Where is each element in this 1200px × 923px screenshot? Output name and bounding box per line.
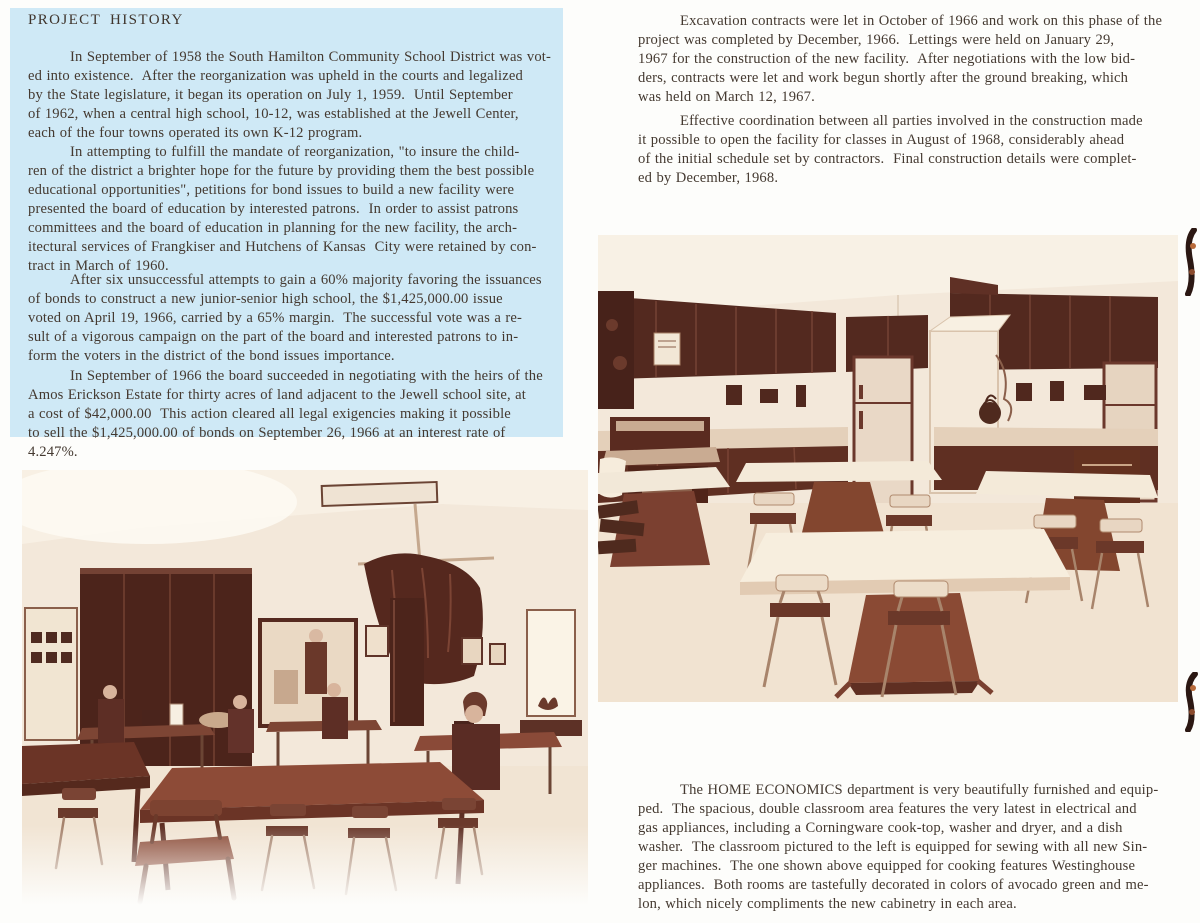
binding-clip-bottom [1184, 672, 1200, 732]
text-line: ped. The spacious, double classroom area features the very latest in electrical and [638, 801, 1137, 817]
text-line: committees and the board of education in planning for the new facility, the arch- [28, 220, 518, 236]
paragraph-excavation [638, 12, 1194, 107]
left-door [25, 608, 77, 740]
paragraph-district-history [28, 48, 563, 143]
paragraph-bond-vote [28, 271, 563, 366]
text-line: Effective coordination between all parties involved in the construction made [680, 113, 1143, 129]
text-line: ed by December, 1968. [638, 170, 779, 186]
text-line: was held on March 12, 1967. [638, 89, 815, 105]
text-line: voted on April 19, 1966, carried by a 65% margin. The successful vote was a re- [28, 310, 523, 326]
text-line: 4.247%. [28, 444, 78, 460]
sewing-classroom-illustration [22, 470, 588, 905]
paragraph-land-purchase [28, 367, 563, 462]
text-line: ders, contracts were let and work begun shortly after the ground breaking, which [638, 70, 1129, 86]
text-line: form the voters in the district of the bond issues importance. [28, 348, 395, 364]
text-line: of the initial schedule set by contractors. Final construction details were complet- [638, 151, 1137, 167]
binding-clip-top [1184, 228, 1200, 296]
cooking-classroom-illustration [598, 235, 1178, 702]
page-title: PROJECT HISTORY [28, 12, 184, 28]
text-line: washer. The classroom pictured to the left is equipped for sewing with all new Sin- [638, 839, 1148, 855]
text-line: tract in March of 1960. [28, 258, 169, 274]
text-line: appliances. Both rooms are tastefully decorated in colors of avocado green and me- [638, 877, 1149, 893]
text-line: ren of the district a brighter hope for the future by providing them the best possible [28, 163, 535, 179]
text-line: Excavation contracts were let in October of 1966 and work on this phase of the [680, 13, 1163, 29]
text-line: ed into existence. After the reorganization was upheld in the courts and legalized [28, 68, 523, 84]
paragraph-bond-petitions [28, 143, 563, 276]
sewing-classroom-photo [22, 470, 588, 905]
text-line: of bonds to construct a new junior-senior high school, the $1,425,000.00 issue [28, 291, 503, 307]
text-line: In September of 1958 the South Hamilton Community School District was vot- [70, 49, 552, 65]
text-line: to sell the $1,425,000.00 of bonds on September 26, 1966 at an interest rate of [28, 425, 506, 441]
text-line: a cost of $42,000.00 This action cleared all legal exigencies making it possible [28, 406, 511, 422]
text-line: 1967 for the construction of the new facility. After negotiations with the low bid- [638, 51, 1136, 67]
text-line: ger machines. The one shown above equipped for cooking features Westinghouse [638, 858, 1136, 874]
text-line: In September of 1966 the board succeeded in negotiating with the heirs of the [70, 368, 543, 384]
text-line: lon, which nicely compliments the new cabinetry in each area. [638, 896, 1017, 912]
text-line: In attempting to fulfill the mandate of reorganization, "to insure the child- [70, 144, 520, 160]
text-line: itectural services of Frangkiser and Hutchens of Kansas City were retained by con- [28, 239, 537, 255]
text-line: project was completed by December, 1966. Lettings were held on January 29, [638, 32, 1115, 48]
text-line: Amos Erickson Estate for thirty acres of land adjacent to the Jewell school site, at [28, 387, 526, 403]
text-line: educational opportunities", petitions for bond issues to build a new facility were [28, 182, 515, 198]
text-line: After six unsuccessful attempts to gain a 60% majority favoring the issuances [70, 272, 542, 288]
text-line: it possible to open the facility for classes in August of 1968, considerably ahead [638, 132, 1125, 148]
photo-fade-edge [22, 825, 588, 905]
text-line: sult of a vigorous campaign on the part of the board and interested patrons to in- [28, 329, 519, 345]
text-line: presented the board of education by interested patrons. In order to assist patrons [28, 201, 519, 217]
text-line: each of the four towns operated its own K-12 program. [28, 125, 363, 141]
text-line: gas appliances, including a Corningware cook-top, washer and dryer, and a dish [638, 820, 1123, 836]
text-line: The HOME ECONOMICS department is very beautifully furnished and equip- [680, 782, 1159, 798]
paragraph-coordination [638, 112, 1194, 188]
text-line: by the State legislature, it began its operation on July 1, 1959. Until September [28, 87, 513, 103]
tall-cabinet [390, 598, 424, 726]
paragraph-home-economics [638, 781, 1194, 914]
text-line: of 1962, when a central high school, 10-12, was established at the Jewell Center, [28, 106, 519, 122]
cooking-classroom-photo [598, 235, 1178, 702]
